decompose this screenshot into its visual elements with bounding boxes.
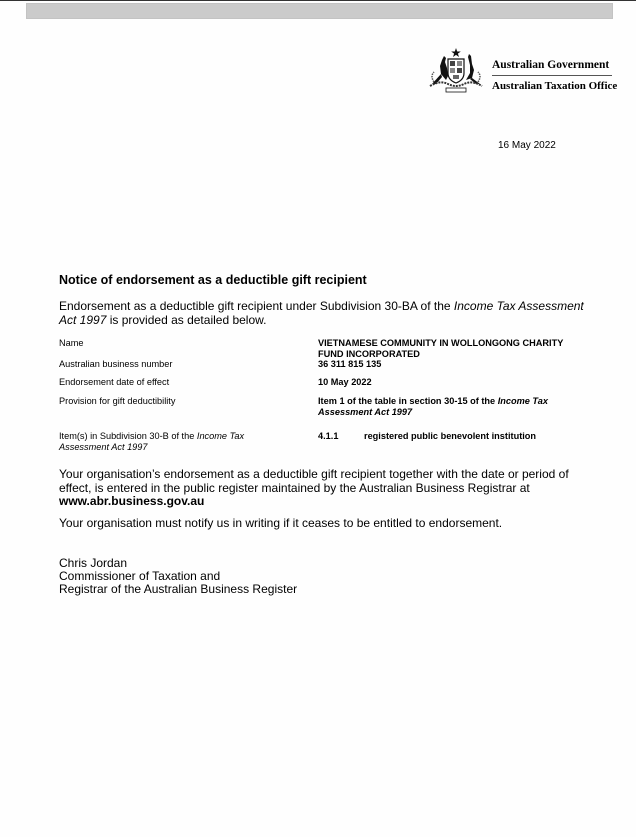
detail-label: Name <box>59 338 84 348</box>
letter-date: 16 May 2022 <box>498 140 556 151</box>
register-paragraph <box>59 468 589 509</box>
signatory-role-2: Registrar of the Australian Business Register <box>59 582 298 596</box>
items-code: 4.1.1 <box>318 431 339 441</box>
items-description: registered public benevolent institution <box>364 431 537 441</box>
page-title: Notice of endorsement as a deductible gift recipient <box>59 273 367 287</box>
signature-block <box>59 557 297 596</box>
ato-logo <box>424 46 618 96</box>
intro-act-name: Income Tax Assessment Act 1997 <box>59 299 584 327</box>
detail-value <box>318 431 588 442</box>
detail-label: Australian business number <box>59 359 173 369</box>
intro-text: Endorsement as a deductible gift recipient under Subdivision 30-BA of the <box>59 299 454 313</box>
intro-paragraph <box>59 299 589 327</box>
detail-label: Endorsement date of effect <box>59 377 170 387</box>
agency-line-1: Australian Government <box>492 58 612 76</box>
items-label-text: Item(s) in Subdivision 30-B of the <box>59 431 197 441</box>
notify-paragraph: Your organisation must notify us in writing if it ceases to be entitled to endorsement. <box>59 516 503 530</box>
coat-of-arms-icon <box>424 46 488 96</box>
intro-text-end: is provided as detailed below. <box>106 313 267 327</box>
detail-value: 10 May 2022 <box>318 377 372 387</box>
signatory-role-1: Commissioner of Taxation and <box>59 569 221 583</box>
register-url-link[interactable]: www.abr.business.gov.au <box>59 494 205 508</box>
toolbar-bar <box>26 3 613 19</box>
detail-value: VIETNAMESE COMMUNITY IN WOLLONGONG CHARITY FUND INCORPORATED <box>318 338 564 359</box>
items-label-act-name: Income Tax Assessment Act 1997 <box>59 431 245 452</box>
signatory-name: Chris Jordan <box>59 556 128 570</box>
agency-name <box>492 58 618 93</box>
provision-act-name: Income Tax Assessment Act 1997 <box>318 396 548 417</box>
detail-value: 36 311 815 135 <box>318 359 382 369</box>
register-text: Your organisation’s endorsement as a deductible gift recipient together with the date or period of effect, is entered in the public register maintained by the Australian Business Registrar at <box>59 467 569 495</box>
agency-line-2: Australian Taxation Office <box>492 80 618 92</box>
detail-label <box>59 431 269 453</box>
provision-text: Item 1 of the table in section 30-15 of the <box>318 396 498 406</box>
detail-label: Provision for gift deductibility <box>59 396 176 406</box>
detail-value <box>318 396 558 418</box>
